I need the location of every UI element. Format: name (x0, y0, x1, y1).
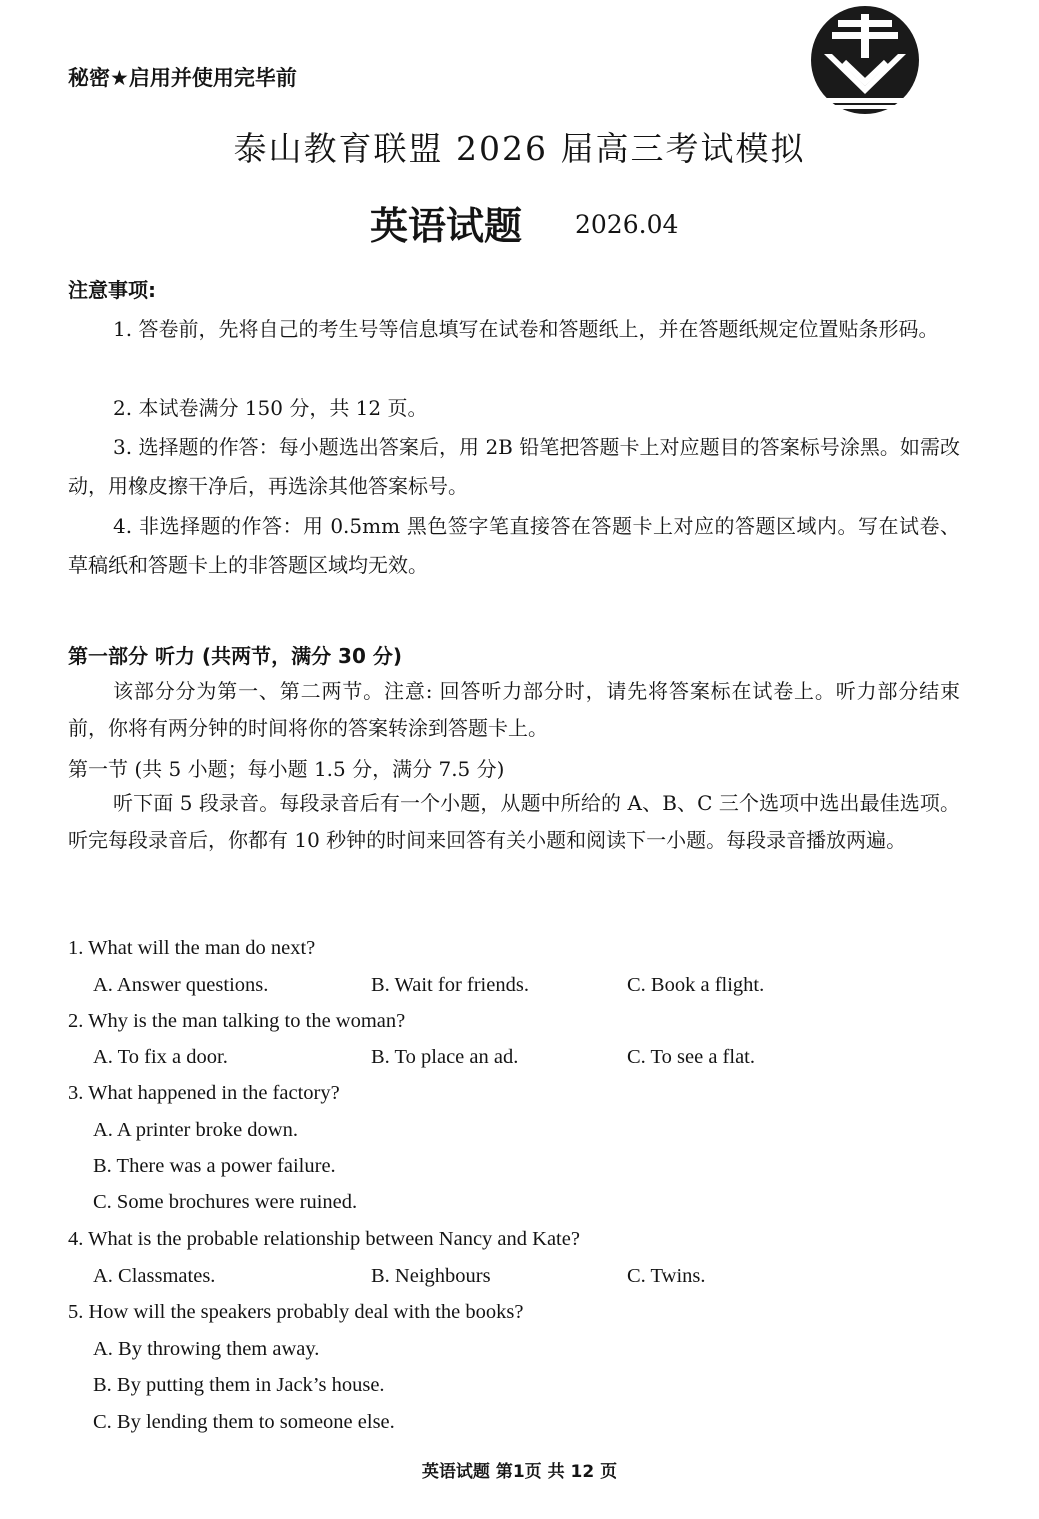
question-2-option-c: C. To see a flat. (627, 1046, 755, 1068)
question-5-option-c: C. By lending them to someone else. (93, 1411, 395, 1433)
question-4-option-a: A. Classmates. (93, 1265, 216, 1287)
question-2-option-b: B. To place an ad. (371, 1046, 519, 1068)
note-item-4: 4. 非选择题的作答：用 0.5mm 黑色签字笔直接答在答题卡上对应的答题区域内。写在试卷、草稿纸和答题卡上的非答题区域均无效。 (68, 514, 960, 577)
question-1-option-b: B. Wait for friends. (371, 974, 529, 996)
question-3-option-b: B. There was a power failure. (93, 1155, 336, 1177)
page-footer: 英语试题 第1页 共 12 页 (421, 1462, 618, 1482)
notes-heading: 注意事项: (68, 278, 156, 302)
question-2-stem: 2. Why is the man talking to the woman? (68, 1010, 406, 1032)
taishan-seal-icon (806, 4, 924, 116)
question-1-option-c: C. Book a flight. (627, 974, 765, 996)
part1-intro: 该部分分为第一、第二两节。注意: 回答听力部分时，请先将答案标在试卷上。听力部分结束前，你将有两分钟的时间将你的答案转涂到答题卡上。 (68, 679, 960, 740)
confidential-label: 秘密★启用并使用完毕前 (68, 66, 297, 90)
note-item-3: 3. 选择题的作答：每小题选出答案后，用 2B 铅笔把答题卡上对应题目的答案标号涂黑。如需改动，用橡皮擦干净后，再选涂其他答案标号。 (68, 435, 960, 498)
section1-heading: 第一节 (共 5 小题；每小题 1.5 分，满分 7.5 分) (68, 757, 505, 781)
question-4-stem: 4. What is the probable relationship between Nancy and Kate? (68, 1228, 580, 1250)
question-5-option-b: B. By putting them in Jack’s house. (93, 1374, 385, 1396)
question-3-option-a: A. A printer broke down. (93, 1119, 298, 1141)
question-5-option-a: A. By throwing them away. (93, 1338, 320, 1360)
exam-title: 泰山教育联盟 2026 届高三考试模拟 (233, 129, 806, 168)
note-item-1: 1. 答卷前，先将自己的考生号等信息填写在试卷和答题纸上，并在答题纸规定位置贴条形码。 (113, 317, 939, 341)
question-3-option-c: C. Some brochures were ruined. (93, 1191, 358, 1213)
question-3-stem: 3. What happened in the factory? (68, 1082, 340, 1104)
exam-date: 2026.04 (575, 210, 679, 239)
subject-title: 英语试题 (370, 204, 523, 248)
section1-intro: 听下面 5 段录音。每段录音后有一个小题，从题中所给的 A、B、C 三个选项中选出最佳选项。听完每段录音后，你都有 10 秒钟的时间来回答有关小题和阅读下一小题。每段录音播放两遍。 (68, 791, 960, 852)
question-5-stem: 5. How will the speakers probably deal with the books? (68, 1301, 524, 1323)
part1-heading: 第一部分 听力 (共两节，满分 30 分) (68, 644, 402, 668)
question-4-option-c: C. Twins. (627, 1265, 706, 1287)
question-1-option-a: A. Answer questions. (93, 974, 269, 996)
question-4-option-b: B. Neighbours (371, 1265, 491, 1287)
question-2-option-a: A. To fix a door. (93, 1046, 228, 1068)
note-item-2: 2. 本试卷满分 150 分，共 12 页。 (113, 396, 428, 420)
question-1-stem: 1. What will the man do next? (68, 937, 316, 959)
